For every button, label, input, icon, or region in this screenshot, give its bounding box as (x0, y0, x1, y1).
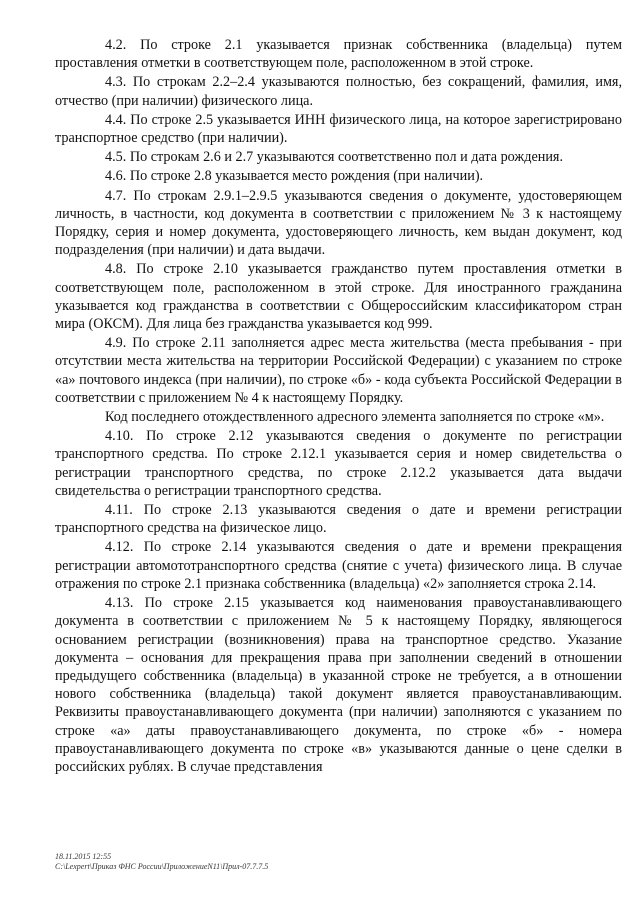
paragraph-4-12: 4.12. По строке 2.14 указываются сведения о дате и времени прекращения регистрации автомототранспортного средства (снятие с учета) физического лица. В случае отражения по строке 2.1 признака собственника (владельца) «2» заполняется строка 2.14. (55, 539, 622, 592)
paragraph-4-13: 4.13. По строке 2.15 указывается код наименования правоустанавливающего документа в соответствии с приложением № 5 к настоящему Порядку, являющегося основанием регистрации (возникновения) права на транспортное средство. Указание документа – основания для прекращения права при заполнении сведений в отношении предыдущего собственника (владельца) в указанной строке не требуется, а в отношении нового собственника (владельца) такой документ является правоустанавливающим. Реквизиты правоустанавливающего документа (при наличии) заполняются с указанием по строке «а» даты правоустанавливающего документа, по строке «б» - номера правоустанавливающего документа по строке «в» указываются данные о цене сделки в российских рублях. В случае представления (55, 595, 622, 775)
paragraph-4-3: 4.3. По строкам 2.2–2.4 указываются полностью, без сокращений, фамилия, имя, отчество (при наличии) физического лица. (55, 74, 622, 109)
paragraph-4-6: 4.6. По строке 2.8 указывается место рождения (при наличии). (105, 168, 484, 185)
paragraph-4-4: 4.4. По строке 2.5 указывается ИНН физического лица, на которое зарегистрировано транспортное средство (при наличии). (55, 111, 622, 147)
paragraph-4-8: 4.8. По строке 2.10 указывается гражданство путем проставления отметки в соответствующем поле, расположенном в этой строке. Для иностранного гражданина указывается код гражданства в соответствии с Общероссийским классификатором стран мира (ОКСМ). Для лица без гражданства указывается код 999. (55, 261, 622, 333)
footer-timestamp: 18.11.2015 12:55 (55, 852, 112, 861)
footer-file-path: C:\Lexpert\Приказ ФНС России\ПриложениеN11\Прил-07.7.7.5 (55, 862, 269, 871)
paragraph-4-2: 4.2. По строке 2.1 указывается признак собственника (владельца) путем проставления отметки в соответствующем поле, расположенном в этой строке. (55, 37, 622, 72)
page-footer (55, 852, 268, 872)
paragraph-4-9: 4.9. По строке 2.11 заполняется адрес места жительства (места пребывания - при отсутствии места жительства на территории Российской Федерации) с указанием по строке «а» почтового индекса (при наличии), по строке «б» - кода субъекта Российской Федерации в соответствии с приложением № 4 к настоящему Порядку. (55, 335, 622, 406)
paragraph-4-10: 4.10. По строке 2.12 указываются сведения о документе по регистрации транспортного средства. По строке 2.12.1 указывается серия и номер свидетельства о регистрации транспортного средства, по строке 2.12.2 указывается дата выдачи свидетельства о регистрации транспортного средства. (55, 428, 622, 499)
paragraph-4-7: 4.7. По строкам 2.9.1–2.9.5 указываются сведения о документе, удостоверяющем личность, в частности, код документа в соответствии с приложением № 3 к настоящему Порядку, серия и номер документа, удостоверяющего личность, кем выдан документ, код подразделения (при наличии) и дата выдачи. (55, 187, 622, 259)
paragraph-4-9-address-code: Код последнего отождествленного адресного элемента заполняется по строке «м». (105, 409, 605, 426)
paragraph-4-5: 4.5. По строкам 2.6 и 2.7 указываются соответственно пол и дата рождения. (105, 149, 564, 166)
paragraph-4-11: 4.11. По строке 2.13 указываются сведения о дате и времени регистрации транспортного средства на физическое лицо. (55, 502, 622, 537)
document-page (55, 36, 622, 777)
